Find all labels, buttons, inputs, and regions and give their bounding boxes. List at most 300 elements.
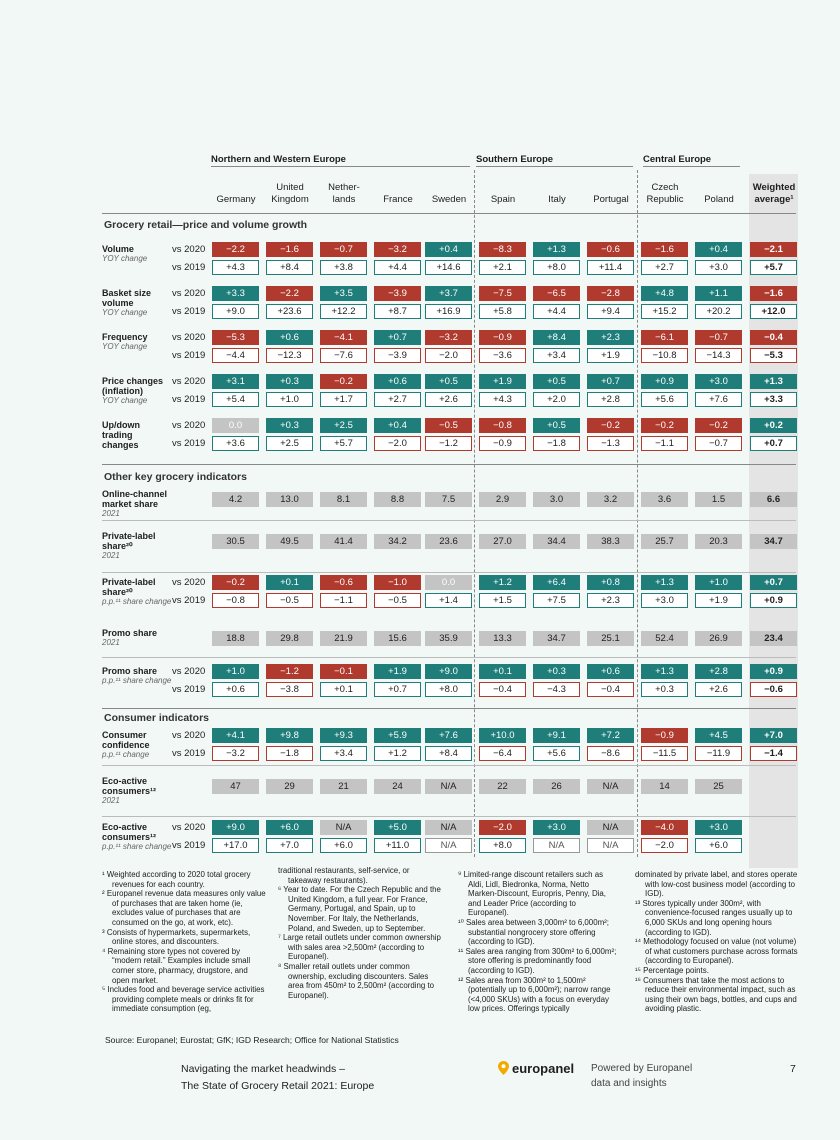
value-cell: +2.3	[587, 330, 634, 345]
value-cell: −0.9	[479, 330, 526, 345]
column-header: Czech Republic	[646, 182, 684, 205]
row-unit-tag: p.p.¹¹ share change	[102, 597, 172, 606]
value-cell: +8.4	[266, 260, 313, 275]
value-cell: +0.6	[266, 330, 313, 345]
value-cell: +3.3	[212, 286, 259, 301]
value-cell: +3.6	[212, 436, 259, 451]
section-rule-3	[102, 708, 796, 709]
column-header: Sweden	[431, 194, 467, 205]
value-cell: −0.8	[212, 593, 259, 608]
value-cell: +1.0	[266, 392, 313, 407]
section-title-grocery-retail: Grocery retail—price and volume growth	[104, 219, 308, 231]
row-label: Basket size volume	[102, 288, 152, 308]
value-cell: N/A	[425, 779, 472, 794]
footnote: ⁹ Limited-range discount retailers such as Aldi, Lidl, Biedronka, Norma, Netto Marken-Discount, Europris, Penny, Dia, and Leader Price (according to Europanel).	[458, 870, 606, 918]
value-cell: 2.9	[479, 492, 526, 507]
value-cell: −3.2	[425, 330, 472, 345]
row-unit-tag: YOY change	[102, 396, 148, 405]
vs-2020-label: vs 2020	[172, 666, 206, 677]
vs-2020-label: vs 2020	[172, 288, 206, 299]
column-header: Poland	[704, 194, 734, 205]
row-label: Private-label share²⁰	[102, 531, 156, 551]
value-cell: +1.2	[479, 575, 526, 590]
value-cell: +1.2	[374, 746, 421, 761]
value-cell: +0.7	[750, 436, 797, 451]
value-cell: +8.4	[533, 330, 580, 345]
value-cell: −8.6	[587, 746, 634, 761]
value-cell: N/A	[533, 838, 580, 853]
value-cell: +9.0	[212, 304, 259, 319]
row-unit-tag: 2021	[102, 551, 120, 560]
value-cell: N/A	[587, 838, 634, 853]
footnote: ⁵ Includes food and beverage service activities providing complete meals or drinks fit for immediate consumption (eg,	[102, 985, 265, 1014]
row-label: Private-label share²⁰	[102, 577, 156, 597]
value-cell: 34.7	[533, 631, 580, 646]
footnote: ¹⁰ Sales area between 3,000m² to 6,000m²; substantial nongrocery store offering (according to IGD).	[458, 917, 609, 947]
value-cell: +0.6	[374, 374, 421, 389]
value-cell: −0.9	[479, 436, 526, 451]
value-cell: +0.6	[587, 664, 634, 679]
value-cell: −0.8	[479, 418, 526, 433]
value-cell: 1.5	[695, 492, 742, 507]
value-cell: 25.1	[587, 631, 634, 646]
value-cell: +0.1	[266, 575, 313, 590]
value-cell: −1.3	[587, 436, 634, 451]
row-label: Price changes (inflation)	[102, 376, 164, 396]
value-cell: +11.4	[587, 260, 634, 275]
value-cell: −1.6	[750, 286, 797, 301]
row-unit-tag: YOY change	[102, 308, 148, 317]
value-cell: +9.8	[266, 728, 313, 743]
value-cell: +2.7	[641, 260, 688, 275]
value-cell: +1.1	[695, 286, 742, 301]
value-cell: 3.0	[533, 492, 580, 507]
value-cell: +0.4	[695, 242, 742, 257]
value-cell: 24	[374, 779, 421, 794]
value-cell: 27.0	[479, 534, 526, 549]
value-cell: +5.9	[374, 728, 421, 743]
section-title-consumer-indicators: Consumer indicators	[104, 712, 210, 724]
value-cell: 21.9	[320, 631, 367, 646]
value-cell: +0.9	[641, 374, 688, 389]
value-cell: −0.6	[587, 242, 634, 257]
value-cell: +2.6	[695, 682, 742, 697]
section-title-other-indicators: Other key grocery indicators	[104, 471, 247, 483]
value-cell: 0.0	[212, 418, 259, 433]
value-cell: −2.0	[425, 348, 472, 363]
value-cell: +3.4	[320, 746, 367, 761]
footnote: ¹⁶ Consumers that take the most actions to reduce their environmental impact, such as using their own bags, bottles, and cups and avoiding plastic.	[635, 975, 797, 1014]
row-label: Eco-active consumers¹²	[102, 776, 157, 796]
footnote: dominated by private label, and stores operate with low-cost business model (according to IGD).	[635, 870, 798, 899]
vs-2019-label: vs 2019	[172, 306, 206, 317]
column-header: Nether- lands	[328, 182, 360, 205]
column-header: France	[383, 194, 413, 205]
value-cell: +1.3	[641, 664, 688, 679]
value-cell: 4.2	[212, 492, 259, 507]
value-cell: +3.0	[695, 260, 742, 275]
value-cell: −0.4	[587, 682, 634, 697]
vs-2019-label: vs 2019	[172, 350, 206, 361]
value-cell: +2.5	[320, 418, 367, 433]
divider-ce	[637, 170, 638, 857]
footnote: traditional restaurants, self-service, or takeaway restaurants).	[278, 866, 410, 885]
value-cell: −1.2	[425, 436, 472, 451]
value-cell: 23.4	[750, 631, 797, 646]
value-cell: +9.0	[425, 664, 472, 679]
value-cell: +7.0	[750, 728, 797, 743]
value-cell: +0.7	[587, 374, 634, 389]
value-cell: +4.3	[479, 392, 526, 407]
vs-2020-label: vs 2020	[172, 244, 206, 255]
value-cell: +0.5	[425, 374, 472, 389]
value-cell: −7.5	[479, 286, 526, 301]
value-cell: −3.8	[266, 682, 313, 697]
value-cell: −0.7	[695, 436, 742, 451]
value-cell: −2.0	[641, 838, 688, 853]
column-header: United Kingdom	[271, 182, 309, 205]
row-separator	[102, 572, 796, 573]
europanel-logo	[498, 1060, 574, 1076]
row-label: Volume	[102, 244, 134, 254]
value-cell: −0.5	[266, 593, 313, 608]
value-cell: 15.6	[374, 631, 421, 646]
value-cell: +4.5	[695, 728, 742, 743]
value-cell: +15.2	[641, 304, 688, 319]
value-cell: +5.6	[641, 392, 688, 407]
row-unit-tag: 2021	[102, 509, 120, 518]
value-cell: +3.4	[533, 348, 580, 363]
value-cell: +1.3	[750, 374, 797, 389]
value-cell: +16.9	[425, 304, 472, 319]
value-cell: +4.3	[212, 260, 259, 275]
value-cell: −0.2	[320, 374, 367, 389]
vs-2019-label: vs 2019	[172, 748, 206, 759]
value-cell: +0.2	[750, 418, 797, 433]
group-header-ce: Central Europe	[643, 154, 712, 165]
vs-2020-label: vs 2020	[172, 420, 206, 431]
divider-se	[474, 170, 475, 857]
value-cell: 7.5	[425, 492, 472, 507]
row-label: Online-channel market share	[102, 489, 168, 509]
row-separator	[102, 657, 796, 658]
location-pin-icon	[498, 1061, 509, 1075]
value-cell: −0.1	[320, 664, 367, 679]
value-cell: +0.4	[374, 418, 421, 433]
footnote: ¹³ Stores typically under 300m², with convenience-focused ranges usually up to 6,000 SKUs and long opening hours (according to IGD).	[635, 898, 793, 937]
report-title-line-2: The State of Grocery Retail 2021: Europe	[181, 1080, 375, 1092]
value-cell: +1.7	[320, 392, 367, 407]
footnotes-col-2	[278, 866, 443, 1000]
value-cell: +3.8	[320, 260, 367, 275]
value-cell: +3.3	[750, 392, 797, 407]
value-cell: −12.3	[266, 348, 313, 363]
value-cell: +17.0	[212, 838, 259, 853]
value-cell: +5.7	[750, 260, 797, 275]
value-cell: −1.4	[750, 746, 797, 761]
value-cell: N/A	[587, 779, 634, 794]
value-cell: −2.2	[266, 286, 313, 301]
row-unit-tag: p.p.¹¹ share change	[102, 676, 172, 685]
footnote: ² Europanel revenue data measures only value of purchases that are taken home (ie, excludes value of purchases that are consumed on the go, at work, etc).	[102, 889, 266, 927]
value-cell: +1.9	[695, 593, 742, 608]
value-cell: −3.6	[479, 348, 526, 363]
value-cell: 0.0	[425, 575, 472, 590]
value-cell: +2.8	[695, 664, 742, 679]
value-cell: −1.6	[266, 242, 313, 257]
value-cell: 25	[695, 779, 742, 794]
value-cell: −0.2	[212, 575, 259, 590]
value-cell: 30.5	[212, 534, 259, 549]
footnotes-col-3	[458, 870, 618, 1014]
row-separator	[102, 816, 796, 817]
value-cell: +0.3	[533, 664, 580, 679]
value-cell: +7.0	[266, 838, 313, 853]
value-cell: +7.6	[695, 392, 742, 407]
value-cell: +10.0	[479, 728, 526, 743]
value-cell: −2.1	[750, 242, 797, 257]
row-unit-tag: 2021	[102, 796, 120, 805]
value-cell: +1.0	[695, 575, 742, 590]
value-cell: 3.2	[587, 492, 634, 507]
value-cell: 22	[479, 779, 526, 794]
footnote: ³ Consists of hypermarkets, supermarkets, online stores, and discounters.	[102, 927, 251, 947]
row-unit-tag: YOY change	[102, 254, 148, 263]
row-unit-tag: p.p.¹¹ change	[102, 750, 150, 759]
value-cell: +0.1	[479, 664, 526, 679]
value-cell: +8.0	[533, 260, 580, 275]
value-cell: −2.8	[587, 286, 634, 301]
value-cell: 25.7	[641, 534, 688, 549]
vs-2019-label: vs 2019	[172, 438, 206, 449]
value-cell: 41.4	[320, 534, 367, 549]
value-cell: +6.4	[533, 575, 580, 590]
value-cell: +1.9	[479, 374, 526, 389]
value-cell: −4.4	[212, 348, 259, 363]
value-cell: +8.4	[425, 746, 472, 761]
value-cell: 26.9	[695, 631, 742, 646]
value-cell: +5.8	[479, 304, 526, 319]
value-cell: +11.0	[374, 838, 421, 853]
value-cell: −1.1	[320, 593, 367, 608]
value-cell: +0.7	[374, 330, 421, 345]
value-cell: 29	[266, 779, 313, 794]
value-cell: +2.7	[374, 392, 421, 407]
value-cell: 13.0	[266, 492, 313, 507]
value-cell: 21	[320, 779, 367, 794]
vs-2019-label: vs 2019	[172, 262, 206, 273]
footnote: ⁷ Large retail outlets under common ownership with sales area >2,500m² (according to Europanel).	[278, 933, 441, 962]
value-cell: +5.4	[212, 392, 259, 407]
row-label: Up/down trading changes	[102, 420, 140, 450]
value-cell: +0.3	[641, 682, 688, 697]
value-cell: −6.1	[641, 330, 688, 345]
value-cell: +0.4	[425, 242, 472, 257]
value-cell: 8.1	[320, 492, 367, 507]
value-cell: +0.6	[212, 682, 259, 697]
footnote: ¹⁴ Methodology focused on value (not volume) of what customers purchase across formats (according to Europanel).	[635, 937, 798, 966]
value-cell: +0.3	[266, 374, 313, 389]
value-cell: +23.6	[266, 304, 313, 319]
column-header: Germany	[216, 194, 256, 205]
vs-2019-label: vs 2019	[172, 840, 206, 851]
value-cell: +9.3	[320, 728, 367, 743]
value-cell: −0.4	[479, 682, 526, 697]
value-cell: +2.0	[533, 392, 580, 407]
vs-2020-label: vs 2020	[172, 332, 206, 343]
value-cell: +2.3	[587, 593, 634, 608]
value-cell: 34.4	[533, 534, 580, 549]
value-cell: −4.1	[320, 330, 367, 345]
value-cell: −6.4	[479, 746, 526, 761]
value-cell: +3.0	[695, 374, 742, 389]
value-cell: −1.1	[641, 436, 688, 451]
column-header: Weighted average¹	[752, 182, 796, 205]
value-cell: −5.3	[750, 348, 797, 363]
value-cell: +0.9	[750, 664, 797, 679]
value-cell: +1.5	[479, 593, 526, 608]
vs-2020-label: vs 2020	[172, 376, 206, 387]
vs-2020-label: vs 2020	[172, 822, 206, 833]
value-cell: +2.6	[425, 392, 472, 407]
value-cell: +9.0	[212, 820, 259, 835]
value-cell: −3.9	[374, 348, 421, 363]
value-cell: +1.9	[374, 664, 421, 679]
value-cell: 18.8	[212, 631, 259, 646]
value-cell: +7.5	[533, 593, 580, 608]
value-cell: −10.8	[641, 348, 688, 363]
value-cell: −1.8	[266, 746, 313, 761]
value-cell: +1.3	[533, 242, 580, 257]
value-cell: 13.3	[479, 631, 526, 646]
value-cell: −3.2	[212, 746, 259, 761]
value-cell: +4.4	[374, 260, 421, 275]
brand-name: europanel	[512, 1060, 575, 1076]
value-cell: N/A	[425, 838, 472, 853]
value-cell: +12.0	[750, 304, 797, 319]
value-cell: +3.0	[695, 820, 742, 835]
group-header-nwe: Northern and Western Europe	[211, 154, 346, 165]
value-cell: +7.2	[587, 728, 634, 743]
value-cell: −3.2	[374, 242, 421, 257]
footnote: ⁸ Smaller retail outlets under common ownership, excluding discounters. Sales area from 450m² to 2,500m² (according to Europanel).	[278, 961, 435, 1000]
value-cell: −0.6	[320, 575, 367, 590]
footnote: ¹² Sales area from 300m² to 1,500m² (potentially up to 6,000m²); narrow range (<4,000 SKUs) with a focus on everyday low prices. Offerings typically	[458, 975, 611, 1014]
page-number: 7	[790, 1063, 796, 1075]
footnote: ⁶ Year to date. For the Czech Republic and the United Kingdom, a full year. For France, Germany, Portugal, and Spain, up to November. For Italy, the Netherlands, Poland, and Sweden, up to September.	[278, 885, 441, 933]
value-cell: +8.7	[374, 304, 421, 319]
value-cell: −5.3	[212, 330, 259, 345]
value-cell: +4.1	[212, 728, 259, 743]
value-cell: N/A	[425, 820, 472, 835]
section-rule-2	[102, 464, 796, 465]
value-cell: 29.8	[266, 631, 313, 646]
value-cell: −0.7	[320, 242, 367, 257]
powered-by-line-1: Powered by Europanel	[591, 1063, 693, 1074]
value-cell: +6.0	[695, 838, 742, 853]
value-cell: −4.3	[533, 682, 580, 697]
value-cell: 49.5	[266, 534, 313, 549]
value-cell: 38.3	[587, 534, 634, 549]
footnote: ¹¹ Sales area ranging from 300m² to 6,000m²; store offering is predominantly food (according to IGD).	[458, 946, 617, 975]
value-cell: 47	[212, 779, 259, 794]
value-cell: −3.9	[374, 286, 421, 301]
value-cell: +14.6	[425, 260, 472, 275]
value-cell: +2.1	[479, 260, 526, 275]
value-cell: −2.0	[374, 436, 421, 451]
value-cell: 8.8	[374, 492, 421, 507]
value-cell: +5.7	[320, 436, 367, 451]
footnote: ⁴ Remaining store types not covered by “modern retail.” Examples include small corner store, pharmacy, drugstore, and open market.	[102, 946, 251, 985]
column-header: Italy	[548, 194, 566, 205]
value-cell: −1.6	[641, 242, 688, 257]
value-cell: +0.5	[533, 374, 580, 389]
row-separator	[102, 765, 796, 766]
group-header-se: Southern Europe	[476, 154, 554, 165]
value-cell: −11.9	[695, 746, 742, 761]
value-cell: +0.1	[320, 682, 367, 697]
report-title-line-1: Navigating the market headwinds –	[181, 1063, 346, 1075]
value-cell: +4.8	[641, 286, 688, 301]
value-cell: +0.8	[587, 575, 634, 590]
powered-by-line-2: data and insights	[591, 1078, 667, 1089]
value-cell: +9.1	[533, 728, 580, 743]
value-cell: +1.3	[641, 575, 688, 590]
source-note: Source: Europanel; Eurostat; GfK; IGD Research; Office for National Statistics	[105, 1035, 399, 1045]
value-cell: +8.0	[425, 682, 472, 697]
value-cell: −8.3	[479, 242, 526, 257]
vs-2020-label: vs 2020	[172, 577, 206, 588]
value-cell: −2.0	[479, 820, 526, 835]
row-label: Frequency	[102, 332, 148, 342]
value-cell: −0.7	[695, 330, 742, 345]
footnote: ¹⁵ Percentage points.	[635, 965, 709, 975]
group-underline-ce	[643, 166, 740, 167]
value-cell: N/A	[320, 820, 367, 835]
vs-2020-label: vs 2020	[172, 730, 206, 741]
value-cell: −4.0	[641, 820, 688, 835]
value-cell: 26	[533, 779, 580, 794]
value-cell: −2.2	[212, 242, 259, 257]
row-unit-tag: p.p.¹¹ share change	[102, 842, 172, 851]
row-label: Consumer confidence	[102, 730, 150, 750]
value-cell: −1.2	[266, 664, 313, 679]
value-cell: −0.2	[587, 418, 634, 433]
value-cell: +5.6	[533, 746, 580, 761]
value-cell: 6.6	[750, 492, 797, 507]
value-cell: +1.9	[587, 348, 634, 363]
value-cell: 20.3	[695, 534, 742, 549]
row-unit-tag: YOY change	[102, 342, 148, 351]
vs-2019-label: vs 2019	[172, 394, 206, 405]
value-cell: +4.4	[533, 304, 580, 319]
group-underline-nwe	[211, 166, 470, 167]
value-cell: −0.6	[750, 682, 797, 697]
value-cell: +0.5	[533, 418, 580, 433]
value-cell: −0.5	[425, 418, 472, 433]
column-header: Spain	[490, 194, 516, 205]
value-cell: −1.8	[533, 436, 580, 451]
value-cell: +0.3	[266, 418, 313, 433]
value-cell: 14	[641, 779, 688, 794]
value-cell: +1.4	[425, 593, 472, 608]
value-cell: +0.9	[750, 593, 797, 608]
value-cell: +9.4	[587, 304, 634, 319]
value-cell: +0.7	[750, 575, 797, 590]
row-separator	[102, 520, 796, 521]
value-cell: 23.6	[425, 534, 472, 549]
value-cell: −0.4	[750, 330, 797, 345]
